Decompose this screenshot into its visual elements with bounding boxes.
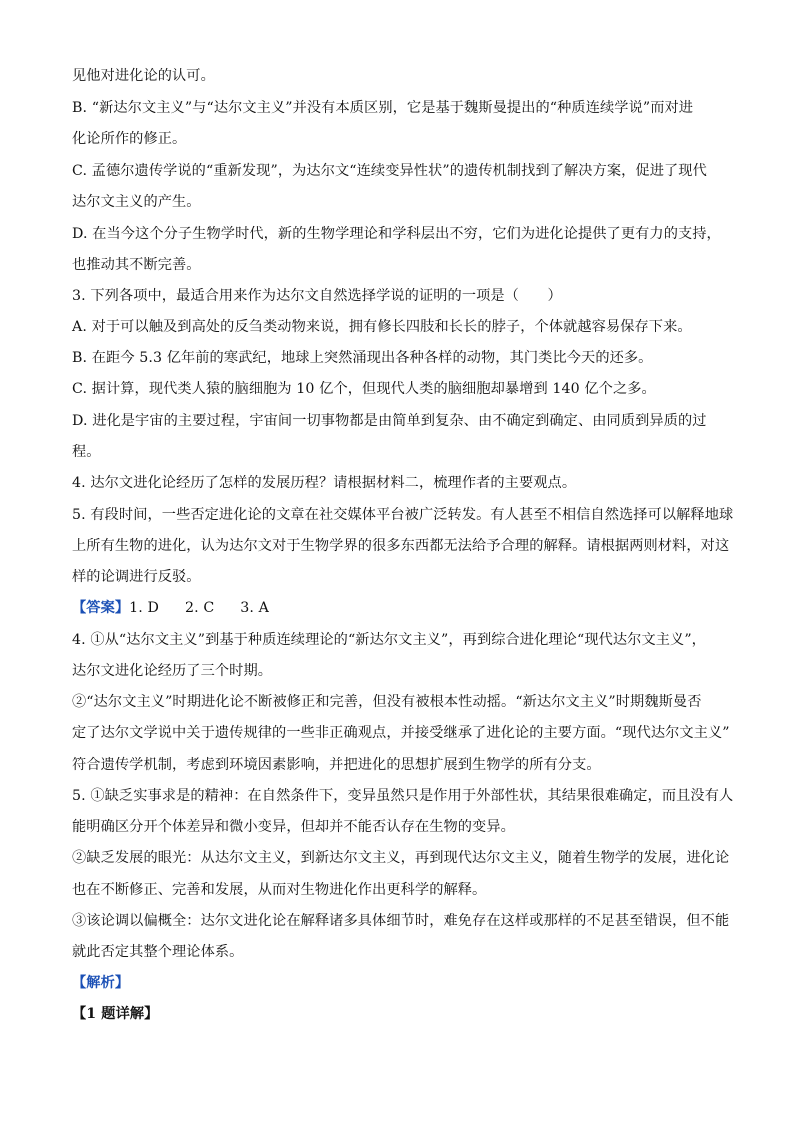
question-3: 3. 下列各项中，最适合用来作为达尔文自然选择学说的证明的一项是（ ） (72, 288, 562, 304)
text-line: 化论所作的修正。 (72, 131, 187, 147)
q3-option-b: B. 在距今 5.3 亿年前的寒武纪，地球上突然涌现出各种各样的动物，其门类比今天的还多。 (72, 350, 653, 366)
text-line: ②“达尔文主义”时期进化论不断被修正和完善，但没有被根本性动摇。“新达尔文主义”时期魏斯曼否 (72, 694, 702, 710)
text-line: 定了达尔文学说中关于遗传规律的一些非正确观点，并接受继承了进化论的主要方面。“现代达尔文主义” (72, 725, 730, 741)
text-line: 就此否定其整个理论体系。 (72, 944, 244, 960)
answer-4-line: 4. ①从“达尔文主义”到基于种质连续理论的“新达尔文主义”，再到综合进化理论“现代达尔文主义”， (72, 632, 706, 648)
text-line: 样的论调进行反驳。 (72, 569, 201, 585)
text-line: 见他对进化论的认可。 (72, 68, 215, 84)
answer-item-1: 1. D (129, 600, 159, 616)
option-d-line: D. 在当今这个分子生物学时代，新的生物学理论和学科层出不穷，它们为进化论提供了更有力的支持， (72, 226, 721, 242)
text-line: 也推动其不断完善。 (72, 257, 201, 273)
question-4: 4. 达尔文进化论经历了怎样的发展历程？请根据材料二，梳理作者的主要观点。 (72, 475, 577, 491)
text-line: ②缺乏发展的眼光：从达尔文主义，到新达尔文主义，再到现代达尔文主义，随着生物学的发展，进化论 (72, 850, 730, 866)
q3-option-c: C. 据计算，现代类人猿的脑细胞为 10 亿个，但现代人类的脑细胞却暴增到 140 亿个之多。 (72, 381, 656, 397)
answer-item-3: 3. A (240, 600, 269, 616)
text-line: ③该论调以偏概全：达尔文进化论在解释诸多具体细节时，难免存在这样或那样的不足甚至错误，但不能 (72, 913, 730, 929)
text-line: 上所有生物的进化，认为达尔文对于生物学界的很多东西都无法给予合理的解释。请根据两则材料，对这 (72, 538, 730, 554)
answer-item-2: 2. C (184, 600, 215, 616)
text-line: 能明确区分开个体差异和微小变异，但却并不能否认存在生物的变异。 (72, 819, 515, 835)
option-c-line: C. 孟德尔遗传学说的“重新发现”，为达尔文“连续变异性状”的遗传机制找到了解决方案，促进了现代 (72, 163, 707, 179)
option-b-line: B. “新达尔文主义”与“达尔文主义”并没有本质区别，它是基于魏斯曼提出的“种质连续学说”而对进 (72, 100, 694, 116)
answer-5-line: 5. ①缺乏实事求是的精神：在自然条件下，变异虽然只是作用于外部性状，其结果很难确定，而且没有人 (72, 788, 734, 804)
detail-label: 【1 题详解】 (72, 1006, 159, 1022)
q3-option-d: D. 进化是宇宙的主要过程，宇宙间一切事物都是由简单到复杂、由不确定到确定、由同质到异质的过 (72, 413, 707, 429)
analysis-label: 【解析】 (72, 975, 130, 991)
text-line: 达尔文进化论经历了三个时期。 (72, 663, 273, 679)
answer-line (72, 598, 732, 618)
text-line: 符合遗传学机制，考虑到环境因素影响，并把进化的思想扩展到生物学的所有分支。 (72, 757, 601, 773)
q3-option-a: A. 对于可以触及到高处的反刍类动物来说，拥有修长四肢和长长的脖子，个体就越容易保存下来。 (72, 319, 692, 335)
text-line: 达尔文主义的产生。 (72, 194, 201, 210)
answer-label: 【答案】 (72, 600, 130, 616)
text-line: 也在不断修正、完善和发展，从而对生物进化作出更科学的解释。 (72, 882, 487, 898)
text-line: 程。 (72, 444, 101, 460)
question-5: 5. 有段时间，一些否定进化论的文章在社交媒体平台被广泛转发。有人甚至不相信自然选择可以解释地球 (72, 507, 734, 523)
